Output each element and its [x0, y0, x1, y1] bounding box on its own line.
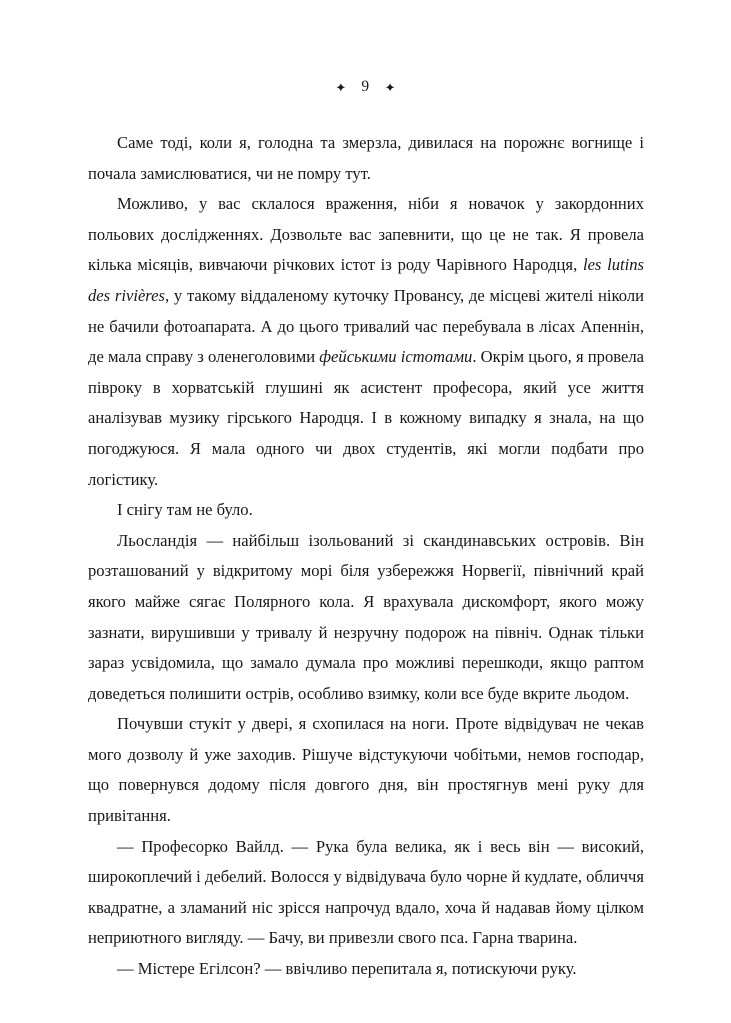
paragraph: — Містере Егілсон? — ввічливо перепитала я, потискуючи руку. — [117, 959, 577, 979]
paragraph: І снігу там не було. — [117, 500, 253, 520]
star-ornament-left-icon: ✦ — [335, 79, 347, 95]
paragraph: — Професорко Вайлд. — Рука була велика, як і весь він — високий, широкоплечий і дебелий. Волосся у відвідувача було чорне й кудлате, обличчя квадратне, а зламаний ніс зрісся напрочуд вдало, хоча й надавав йому цілком неприютного вигляду. — Бачу, ви привезли свого пса. Гарна тварина. — [88, 836, 644, 948]
body-text — [88, 128, 644, 985]
page-header — [0, 78, 731, 96]
page-number: 9 — [361, 78, 370, 95]
paragraph: Можливо, у вас склалося враження, ніби я новачок у закордонних польових дослідженнях. Дозвольте вас запевнити, що це не так. Я провела кілька місяців, вивчаючи річкових істот із роду Чарівного Народця, les lutins des rivières, у такому віддаленому куточку Провансу, де місцеві жителі ніколи не бачили фотоапарата. А до цього тривалий час перебувала в лісах Апеннін, де мала справу з оленеголовими фейськими істотами. Окрім цього, я провела півроку в хорватській глушині як асистент професора, який усе життя аналізував музику гірського Народця. І в кожному випадку я знала, на що погоджуюся. Я мала одного чи двох студентів, які могли подбати про логістику. — [88, 194, 644, 489]
paragraph: Саме тоді, коли я, голодна та змерзла, дивилася на порожнє вогнище і почала замислюватися, чи не помру тут. — [88, 133, 644, 183]
italic-phrase: les lutins des rivières — [88, 255, 644, 305]
paragraph: Льосландія — найбільш ізольований зі скандинавських островів. Він розташований у відкритому морі біля узбережжя Норвегії, північний край якого майже сягає Полярного кола. Я врахувала дискомфорт, якого можу зазнати, вирушивши у тривалу й незручну подорож на північ. Однак тільки зараз усвідомила, що замало думала про можливі перешкоди, якщо раптом доведеться полишити острів, особливо взимку, коли все буде вкрите льодом. — [88, 530, 644, 703]
italic-phrase: фейськими істотами — [319, 347, 473, 367]
paragraph: Почувши стукіт у двері, я схопилася на ноги. Проте відвідувач не чекав мого дозволу й уже заходив. Рішуче відстукуючи чобітьми, немов господар, що повернувся додому після довгого дня, він простягнув мені руку для привітання. — [88, 714, 644, 826]
star-ornament-right-icon: ✦ — [384, 79, 396, 95]
